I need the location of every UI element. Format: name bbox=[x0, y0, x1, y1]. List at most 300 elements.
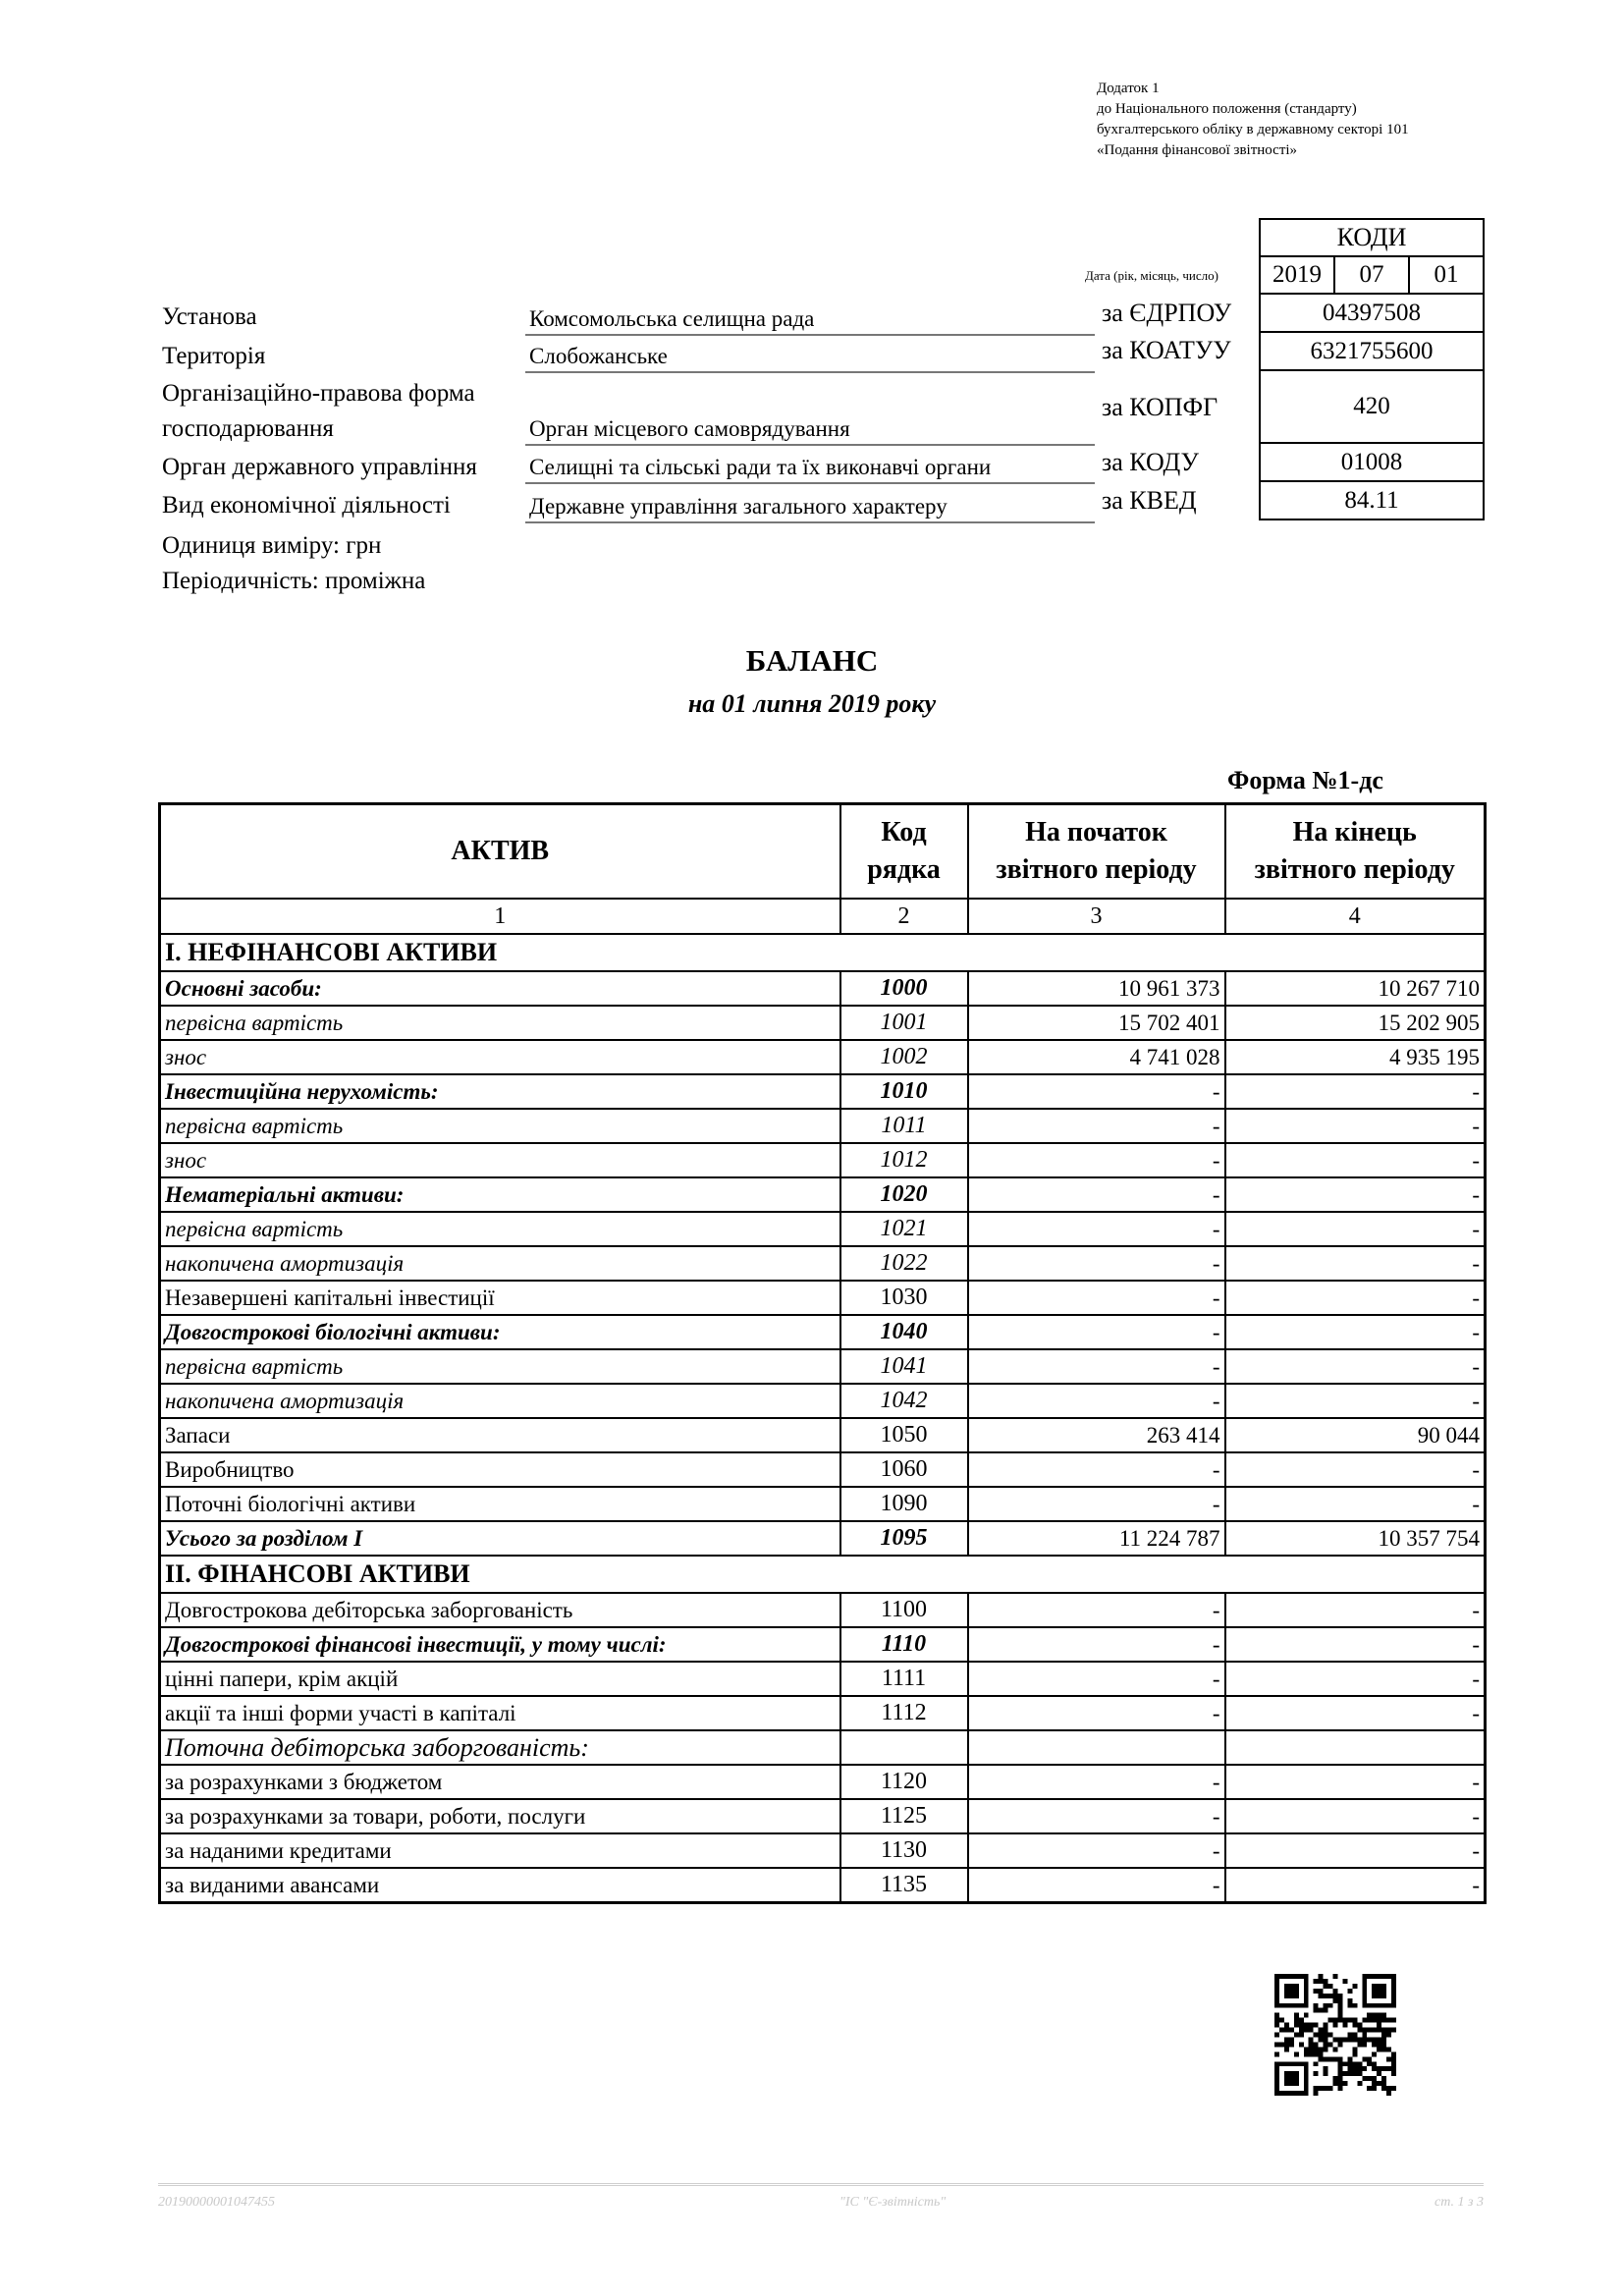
qr-module bbox=[1319, 2051, 1324, 2056]
qr-module bbox=[1324, 2042, 1328, 2047]
row-end-value: - bbox=[1225, 1246, 1486, 1281]
column-number: 3 bbox=[968, 899, 1225, 934]
qr-module bbox=[1319, 2033, 1324, 2038]
qr-module bbox=[1328, 2056, 1333, 2061]
qr-module bbox=[1299, 2023, 1304, 2028]
qr-module bbox=[1386, 2018, 1391, 2023]
qr-module bbox=[1304, 2028, 1309, 2033]
appendix-note bbox=[1097, 79, 1409, 161]
row-end-value: - bbox=[1225, 1627, 1486, 1662]
qr-module bbox=[1304, 2013, 1309, 2018]
row-end-value: - bbox=[1225, 1143, 1486, 1177]
qr-module bbox=[1319, 1989, 1324, 1994]
qr-module bbox=[1299, 2033, 1304, 2038]
section-title: ІІ. ФІНАНСОВІ АКТИВИ bbox=[160, 1556, 1486, 1593]
qr-module bbox=[1274, 2018, 1279, 2023]
qr-module bbox=[1279, 2003, 1284, 2008]
qr-module bbox=[1304, 2071, 1309, 2076]
qr-module bbox=[1309, 2028, 1314, 2033]
qr-module bbox=[1381, 2003, 1386, 2008]
qr-module bbox=[1377, 1984, 1381, 1989]
qr-module bbox=[1357, 2042, 1362, 2047]
legal-form-label-2: господарювання bbox=[162, 415, 334, 442]
qr-module bbox=[1289, 2076, 1294, 2081]
qr-module bbox=[1342, 2037, 1347, 2042]
date-day: 01 bbox=[1408, 257, 1483, 293]
column-number-row bbox=[160, 899, 1486, 934]
footer-center: "ІС "Є-звітність" bbox=[839, 2195, 947, 2210]
institution-value: Комсомольська селищна рада bbox=[525, 304, 1095, 336]
row-name: первісна вартість bbox=[160, 1349, 840, 1384]
date-year: 2019 bbox=[1272, 261, 1322, 288]
qr-module bbox=[1391, 1989, 1396, 1994]
qr-module bbox=[1377, 2066, 1381, 2071]
qr-module bbox=[1391, 1984, 1396, 1989]
row-end-value: - bbox=[1225, 1696, 1486, 1730]
qr-module bbox=[1347, 2066, 1352, 2071]
qr-module bbox=[1274, 2076, 1279, 2081]
qr-module bbox=[1324, 2008, 1328, 2013]
row-code: 1000 bbox=[840, 971, 968, 1006]
qr-module bbox=[1362, 1979, 1367, 1984]
row-start-value: - bbox=[968, 1627, 1225, 1662]
qr-module bbox=[1357, 2028, 1362, 2033]
table-row bbox=[160, 1730, 1486, 1765]
institution-label: Установа bbox=[162, 303, 257, 330]
row-end-value: - bbox=[1225, 1109, 1486, 1143]
table-row bbox=[160, 1177, 1486, 1212]
row-start-value: 10 961 373 bbox=[968, 971, 1225, 1006]
qr-module bbox=[1328, 2018, 1333, 2023]
table-row bbox=[160, 1593, 1486, 1627]
qr-module bbox=[1324, 2037, 1328, 2042]
qr-module bbox=[1304, 2091, 1309, 2096]
qr-module bbox=[1299, 2042, 1304, 2047]
row-code: 1100 bbox=[840, 1593, 968, 1627]
qr-module bbox=[1347, 2018, 1352, 2023]
qr-module bbox=[1367, 2003, 1372, 2008]
qr-module bbox=[1289, 2071, 1294, 2076]
table-row bbox=[160, 1627, 1486, 1662]
qr-module bbox=[1337, 2061, 1342, 2066]
qr-module bbox=[1289, 2081, 1294, 2086]
table-row bbox=[160, 1281, 1486, 1315]
qr-module bbox=[1342, 2081, 1347, 2086]
qr-module bbox=[1284, 2037, 1289, 2042]
qr-module bbox=[1294, 2091, 1299, 2096]
qr-module bbox=[1274, 2033, 1279, 2038]
qr-module bbox=[1314, 1979, 1319, 1984]
qr-module bbox=[1391, 2018, 1396, 2023]
row-code: 1011 bbox=[840, 1109, 968, 1143]
qr-module bbox=[1294, 2076, 1299, 2081]
row-code: 1002 bbox=[840, 1040, 968, 1074]
qr-module bbox=[1284, 1989, 1289, 1994]
qr-module bbox=[1324, 1984, 1328, 1989]
row-code: 1130 bbox=[840, 1833, 968, 1868]
row-code: 1010 bbox=[840, 1074, 968, 1109]
row-start-value: - bbox=[968, 1593, 1225, 1627]
qr-module bbox=[1386, 1974, 1391, 1979]
qr-module bbox=[1352, 2033, 1357, 2038]
qr-module bbox=[1304, 1998, 1309, 2003]
qr-module bbox=[1274, 2061, 1279, 2066]
qr-module bbox=[1362, 1994, 1367, 1998]
qr-module bbox=[1342, 2023, 1347, 2028]
qr-module bbox=[1289, 2003, 1294, 2008]
header-start-line: На початок bbox=[1025, 817, 1167, 847]
qr-module bbox=[1274, 1998, 1279, 2003]
row-end-value: - bbox=[1225, 1593, 1486, 1627]
qr-module bbox=[1342, 2018, 1347, 2023]
qr-module bbox=[1377, 2042, 1381, 2047]
qr-module bbox=[1381, 2028, 1386, 2033]
qr-module bbox=[1309, 2037, 1314, 2042]
qr-module bbox=[1386, 2066, 1391, 2071]
qr-module bbox=[1377, 2023, 1381, 2028]
row-end-value: - bbox=[1225, 1452, 1486, 1487]
qr-module bbox=[1377, 2013, 1381, 2018]
header-start bbox=[968, 804, 1225, 900]
qr-module bbox=[1367, 2061, 1372, 2066]
qr-module bbox=[1381, 1989, 1386, 1994]
qr-module bbox=[1314, 2003, 1319, 2008]
territory-value: Слобожанське bbox=[525, 342, 1095, 373]
row-end-value: 10 267 710 bbox=[1225, 971, 1486, 1006]
row-name: Усього за розділом І bbox=[160, 1521, 840, 1556]
row-start-value: - bbox=[968, 1833, 1225, 1868]
row-end-value: - bbox=[1225, 1177, 1486, 1212]
qr-module bbox=[1372, 2003, 1377, 2008]
qr-module bbox=[1279, 2061, 1284, 2066]
codes-header: КОДИ bbox=[1261, 220, 1483, 257]
qr-module bbox=[1357, 2081, 1362, 2086]
qr-module bbox=[1274, 2013, 1279, 2018]
qr-module bbox=[1377, 2071, 1381, 2076]
qr-module bbox=[1299, 2091, 1304, 2096]
qr-module bbox=[1319, 2047, 1324, 2051]
row-end-value: - bbox=[1225, 1799, 1486, 1833]
qr-module bbox=[1324, 1979, 1328, 1984]
row-name: знос bbox=[160, 1143, 840, 1177]
section-title: І. НЕФІНАНСОВІ АКТИВИ bbox=[160, 934, 1486, 971]
qr-module bbox=[1324, 2047, 1328, 2051]
qr-module bbox=[1333, 2047, 1338, 2051]
qr-module bbox=[1274, 2091, 1279, 2096]
qr-module bbox=[1333, 1998, 1338, 2003]
qr-module bbox=[1362, 2056, 1367, 2061]
row-end-value: - bbox=[1225, 1281, 1486, 1315]
qr-module bbox=[1289, 2061, 1294, 2066]
qr-module bbox=[1333, 1989, 1338, 1994]
row-name: Основні засоби: bbox=[160, 971, 840, 1006]
row-start-value: - bbox=[968, 1109, 1225, 1143]
qr-module bbox=[1279, 2018, 1284, 2023]
table-row bbox=[160, 1833, 1486, 1868]
row-code: 1001 bbox=[840, 1006, 968, 1040]
qr-module bbox=[1314, 2051, 1319, 2056]
row-end-value: - bbox=[1225, 1833, 1486, 1868]
qr-module bbox=[1372, 2076, 1377, 2081]
label-kopfg: за КОПФГ bbox=[1102, 393, 1218, 421]
row-name: первісна вартість bbox=[160, 1109, 840, 1143]
qr-module bbox=[1284, 1974, 1289, 1979]
row-start-value: 263 414 bbox=[968, 1418, 1225, 1452]
qr-module bbox=[1347, 2037, 1352, 2042]
qr-module bbox=[1304, 1994, 1309, 1998]
qr-module bbox=[1319, 2008, 1324, 2013]
row-name: Довгострокова дебіторська заборгованість bbox=[160, 1593, 840, 1627]
qr-module bbox=[1284, 2028, 1289, 2033]
qr-module bbox=[1352, 1984, 1357, 1989]
qr-module bbox=[1314, 2071, 1319, 2076]
header-end-line: На кінець bbox=[1292, 817, 1417, 847]
qr-module bbox=[1347, 2061, 1352, 2066]
row-start-value: - bbox=[968, 1487, 1225, 1521]
code-kved: 84.11 bbox=[1344, 487, 1399, 514]
qr-module bbox=[1337, 2013, 1342, 2018]
qr-module bbox=[1304, 1984, 1309, 1989]
qr-module bbox=[1319, 1979, 1324, 1984]
qr-module bbox=[1352, 2047, 1357, 2051]
row-code: 1050 bbox=[840, 1418, 968, 1452]
footer-doc-id: 20190000001047455 bbox=[158, 2195, 275, 2210]
row-start-value: - bbox=[968, 1765, 1225, 1799]
qr-module bbox=[1294, 1994, 1299, 1998]
qr-module bbox=[1391, 2066, 1396, 2071]
qr-module bbox=[1357, 2061, 1362, 2066]
qr-module bbox=[1372, 2081, 1377, 2086]
row-name: первісна вартість bbox=[160, 1006, 840, 1040]
qr-module bbox=[1324, 2028, 1328, 2033]
qr-module bbox=[1333, 2018, 1338, 2023]
qr-module bbox=[1274, 2003, 1279, 2008]
table-row bbox=[160, 1765, 1486, 1799]
row-start-value: - bbox=[968, 1315, 1225, 1349]
qr-module bbox=[1319, 2086, 1324, 2091]
qr-module bbox=[1289, 2091, 1294, 2096]
unit-line: Одиниця виміру: грн bbox=[162, 532, 382, 559]
qr-module bbox=[1372, 1989, 1377, 1994]
qr-module bbox=[1377, 2018, 1381, 2023]
qr-module bbox=[1362, 2037, 1367, 2042]
row-code: 1060 bbox=[840, 1452, 968, 1487]
qr-module bbox=[1294, 2071, 1299, 2076]
qr-module bbox=[1381, 2081, 1386, 2086]
qr-module bbox=[1386, 2086, 1391, 2091]
header-end bbox=[1225, 804, 1486, 900]
qr-module bbox=[1324, 2071, 1328, 2076]
qr-module bbox=[1337, 2008, 1342, 2013]
row-name: за наданими кредитами bbox=[160, 1833, 840, 1868]
qr-module bbox=[1337, 1994, 1342, 1998]
qr-module bbox=[1367, 2086, 1372, 2091]
qr-module bbox=[1324, 1994, 1328, 1998]
qr-module bbox=[1304, 2023, 1309, 2028]
qr-module bbox=[1367, 2056, 1372, 2061]
row-start-value: - bbox=[968, 1452, 1225, 1487]
row-start-value: - bbox=[968, 1349, 1225, 1384]
table-row bbox=[160, 1452, 1486, 1487]
code-kodu: 01008 bbox=[1261, 444, 1483, 482]
qr-module bbox=[1352, 2061, 1357, 2066]
qr-module bbox=[1337, 2076, 1342, 2081]
row-start-value: 11 224 787 bbox=[968, 1521, 1225, 1556]
table-row bbox=[160, 1384, 1486, 1418]
qr-module bbox=[1391, 1974, 1396, 1979]
qr-module bbox=[1289, 2028, 1294, 2033]
codes-table bbox=[1259, 218, 1485, 520]
qr-module bbox=[1299, 2018, 1304, 2023]
appendix-line: до Національного положення (стандарту) bbox=[1097, 101, 1357, 117]
qr-module bbox=[1284, 2003, 1289, 2008]
qr-module bbox=[1377, 2081, 1381, 2086]
qr-module bbox=[1337, 2086, 1342, 2091]
row-name: накопичена амортизація bbox=[160, 1246, 840, 1281]
row-end-value: 4 935 195 bbox=[1225, 1040, 1486, 1074]
qr-module bbox=[1391, 1994, 1396, 1998]
qr-module bbox=[1328, 2042, 1333, 2047]
qr-module bbox=[1391, 2056, 1396, 2061]
qr-module bbox=[1381, 1984, 1386, 1989]
row-start-value: - bbox=[968, 1246, 1225, 1281]
header-code-line: Код bbox=[881, 817, 927, 847]
qr-module bbox=[1304, 2051, 1309, 2056]
row-code: 1095 bbox=[840, 1521, 968, 1556]
qr-module bbox=[1367, 1974, 1372, 1979]
code-kopfg: 420 bbox=[1261, 371, 1483, 444]
qr-module bbox=[1367, 2076, 1372, 2081]
table-row bbox=[160, 1487, 1486, 1521]
territory-label: Територія bbox=[162, 343, 266, 369]
row-code: 1012 bbox=[840, 1143, 968, 1177]
row-end-value: - bbox=[1225, 1487, 1486, 1521]
qr-module bbox=[1377, 1974, 1381, 1979]
qr-module bbox=[1319, 2028, 1324, 2033]
qr-module bbox=[1294, 2003, 1299, 2008]
qr-module bbox=[1372, 2051, 1377, 2056]
row-name: за розрахунками за товари, роботи, послуги bbox=[160, 1799, 840, 1833]
column-number: 4 bbox=[1225, 899, 1486, 934]
table-row bbox=[160, 1315, 1486, 1349]
qr-module bbox=[1381, 1974, 1386, 1979]
qr-module bbox=[1333, 1994, 1338, 1998]
row-end-value: 10 357 754 bbox=[1225, 1521, 1486, 1556]
qr-module bbox=[1352, 2023, 1357, 2028]
qr-module bbox=[1284, 2047, 1289, 2051]
qr-module bbox=[1362, 2033, 1367, 2038]
qr-module bbox=[1304, 2086, 1309, 2091]
qr-module bbox=[1324, 2033, 1328, 2038]
row-name: Нематеріальні активи: bbox=[160, 1177, 840, 1212]
qr-module bbox=[1304, 1989, 1309, 1994]
qr-module bbox=[1274, 2051, 1279, 2056]
qr-module bbox=[1391, 1979, 1396, 1984]
qr-module bbox=[1391, 2061, 1396, 2066]
qr-module bbox=[1333, 1974, 1338, 1979]
qr-module bbox=[1294, 2061, 1299, 2066]
qr-module bbox=[1367, 2018, 1372, 2023]
row-start-value: - bbox=[968, 1662, 1225, 1696]
qr-module bbox=[1357, 2071, 1362, 2076]
qr-module bbox=[1386, 2056, 1391, 2061]
qr-module bbox=[1309, 2051, 1314, 2056]
qr-module bbox=[1372, 2061, 1377, 2066]
qr-module bbox=[1274, 2081, 1279, 2086]
qr-module bbox=[1381, 2037, 1386, 2042]
footer-page: ст. 1 з 3 bbox=[1435, 2195, 1484, 2210]
row-start-value: - bbox=[968, 1212, 1225, 1246]
qr-module bbox=[1337, 2037, 1342, 2042]
qr-module bbox=[1324, 2086, 1328, 2091]
table-row bbox=[160, 1074, 1486, 1109]
row-code: 1090 bbox=[840, 1487, 968, 1521]
qr-module bbox=[1304, 2047, 1309, 2051]
legal-form-label-1: Організаційно-правова форма bbox=[162, 380, 475, 407]
table-row bbox=[160, 1799, 1486, 1833]
qr-module bbox=[1294, 2023, 1299, 2028]
qr-module bbox=[1352, 2037, 1357, 2042]
table-row bbox=[160, 1696, 1486, 1730]
qr-module bbox=[1381, 2042, 1386, 2047]
qr-module bbox=[1377, 2047, 1381, 2051]
qr-module bbox=[1391, 2086, 1396, 2091]
qr-module bbox=[1386, 2033, 1391, 2038]
qr-module bbox=[1347, 1989, 1352, 1994]
periodicity-line: Періодичність: проміжна bbox=[162, 568, 426, 594]
qr-module bbox=[1352, 2003, 1357, 2008]
qr-module bbox=[1294, 2081, 1299, 2086]
row-start-value: - bbox=[968, 1177, 1225, 1212]
qr-module bbox=[1274, 1989, 1279, 1994]
table-row bbox=[160, 1006, 1486, 1040]
qr-module bbox=[1304, 2003, 1309, 2008]
qr-module bbox=[1347, 2033, 1352, 2038]
qr-module bbox=[1274, 1994, 1279, 1998]
qr-module bbox=[1342, 2061, 1347, 2066]
table-header-row bbox=[160, 804, 1486, 900]
qr-module bbox=[1309, 2042, 1314, 2047]
row-name: Довгострокові біологічні активи: bbox=[160, 1315, 840, 1349]
qr-module bbox=[1386, 2091, 1391, 2096]
qr-module bbox=[1372, 2037, 1377, 2042]
qr-module bbox=[1324, 2003, 1328, 2008]
qr-module bbox=[1362, 2028, 1367, 2033]
qr-module bbox=[1319, 2056, 1324, 2061]
qr-module bbox=[1274, 2066, 1279, 2071]
table-row bbox=[160, 1521, 1486, 1556]
qr-module bbox=[1381, 2018, 1386, 2023]
qr-module bbox=[1274, 2071, 1279, 2076]
row-name: Запаси bbox=[160, 1418, 840, 1452]
qr-module bbox=[1299, 2003, 1304, 2008]
qr-module bbox=[1391, 2051, 1396, 2056]
row-end-value: - bbox=[1225, 1868, 1486, 1903]
qr-module bbox=[1314, 1989, 1319, 1994]
qr-module bbox=[1294, 1989, 1299, 1994]
qr-module bbox=[1284, 2091, 1289, 2096]
appendix-line: «Подання фінансової звітності» bbox=[1097, 142, 1298, 158]
qr-module bbox=[1347, 2071, 1352, 2076]
qr-module bbox=[1337, 2056, 1342, 2061]
qr-module bbox=[1347, 2003, 1352, 2008]
qr-module bbox=[1391, 2003, 1396, 2008]
qr-module bbox=[1289, 1974, 1294, 1979]
row-code: 1042 bbox=[840, 1384, 968, 1418]
label-kved: за КВЕД bbox=[1102, 486, 1197, 515]
qr-module bbox=[1381, 2047, 1386, 2051]
qr-module bbox=[1342, 2071, 1347, 2076]
